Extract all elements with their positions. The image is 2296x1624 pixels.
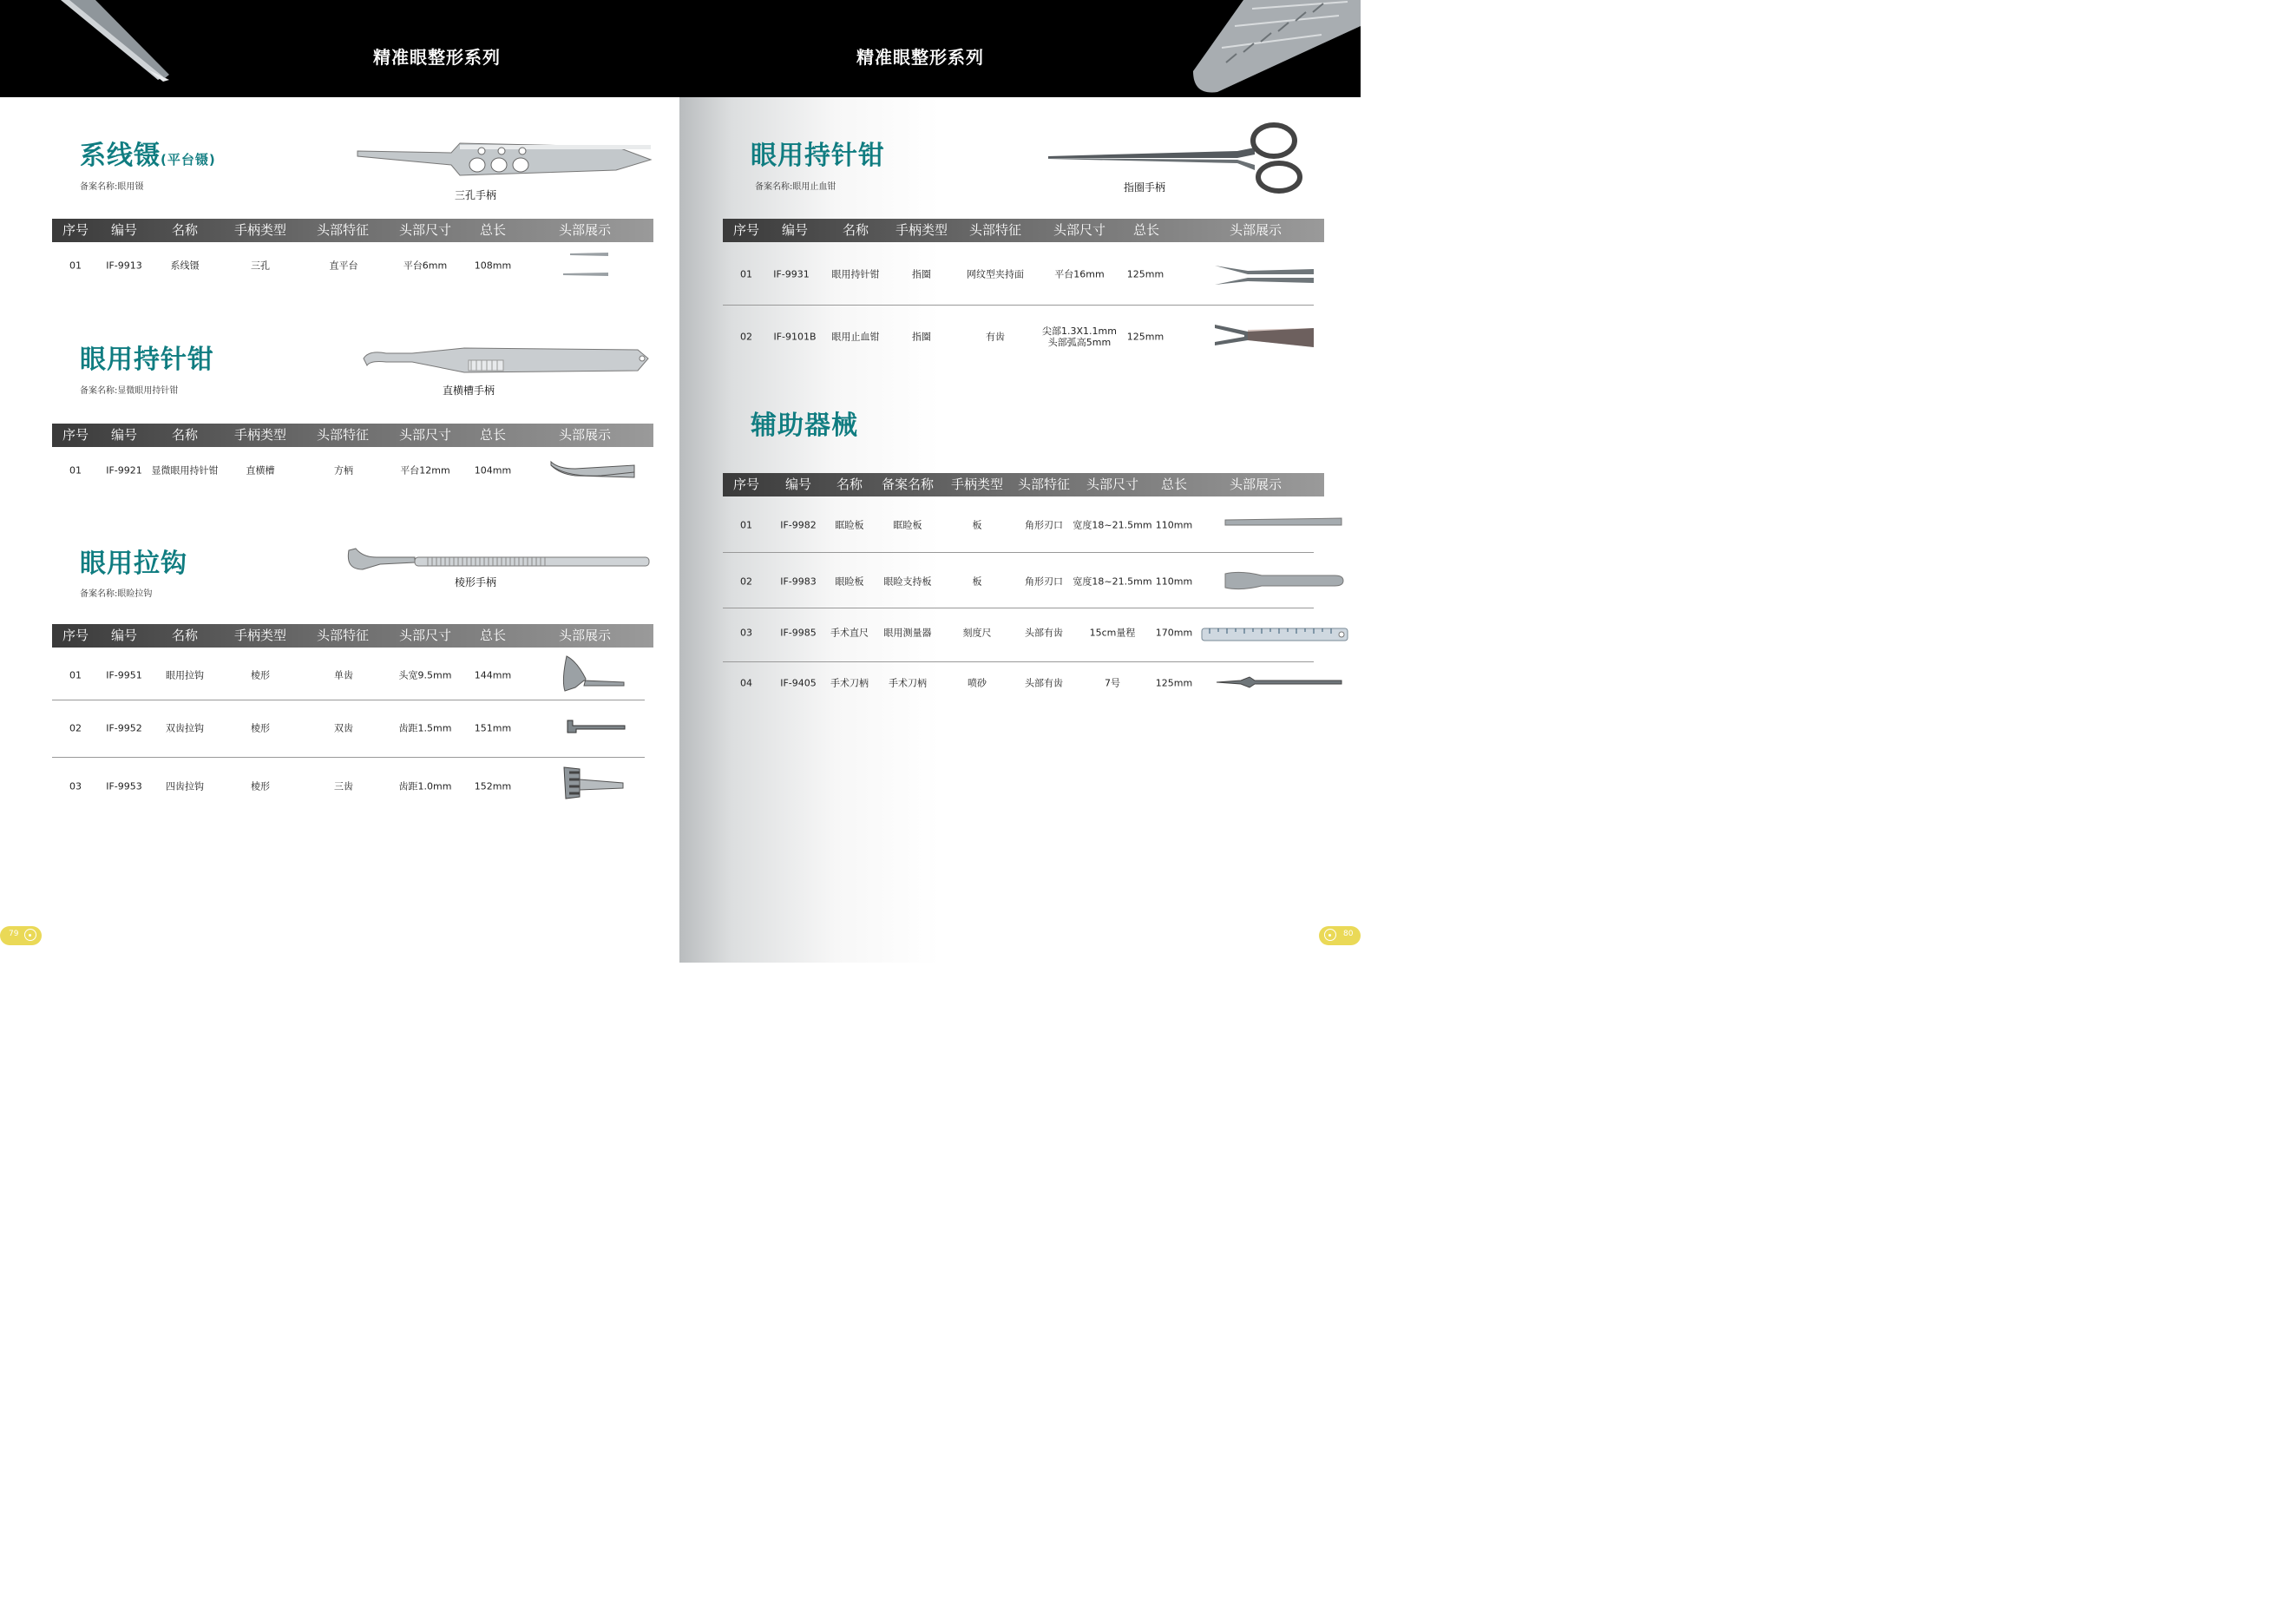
cell-head-size: 齿距1.5mm	[398, 722, 452, 734]
header-cell: 序号	[62, 628, 89, 643]
cell-code: IF-9985	[780, 627, 817, 639]
cell-code: IF-9951	[106, 669, 142, 681]
cell-handle: 棱形	[251, 669, 270, 681]
cell-length: 152mm	[474, 780, 512, 792]
header-cell: 头部尺寸	[1086, 477, 1139, 492]
cell-length: 110mm	[1155, 575, 1193, 588]
registration-name: 备案名称:眼用镊	[80, 182, 144, 192]
header-cell: 总长	[479, 628, 507, 643]
logo-dot-icon	[29, 934, 31, 937]
cell-head-size: 15cm量程	[1089, 627, 1136, 639]
cell-head-size: 齿距1.0mm	[398, 780, 452, 792]
section-title: 辅助器械	[751, 411, 858, 441]
cell-head-feature: 头部有齿	[1025, 677, 1063, 689]
cell-index: 01	[740, 268, 752, 280]
header-cell: 序号	[732, 477, 760, 492]
head-image	[564, 717, 626, 738]
handle-caption: 三孔手柄	[455, 189, 497, 201]
header-cell: 头部展示	[1229, 222, 1282, 238]
header-cell: 手柄类型	[950, 477, 1004, 492]
head-image	[560, 250, 612, 281]
page-number: 79	[9, 930, 19, 938]
cell-index: 02	[740, 575, 752, 588]
cell-length: 110mm	[1155, 519, 1193, 531]
cell-index: 02	[69, 722, 82, 734]
page-number-badge	[0, 926, 42, 945]
right-page	[679, 0, 1361, 963]
header-cell: 编号	[110, 628, 138, 643]
banner-title: 精准眼整形系列	[856, 47, 984, 68]
cell-head-feature: 三齿	[334, 780, 353, 792]
cell-code: IF-9913	[106, 260, 142, 272]
header-cell: 头部特征	[316, 628, 370, 643]
table-header	[52, 624, 653, 648]
cell-length: 125mm	[1155, 677, 1193, 689]
cell-registration: 眶睑板	[893, 519, 922, 531]
header-cell: 名称	[171, 427, 199, 443]
cell-head-size: 宽度18~21.5mm	[1073, 519, 1152, 531]
head-image	[549, 457, 638, 484]
cell-index: 01	[69, 260, 82, 272]
table-header	[723, 473, 1324, 496]
header-cell: 头部特征	[316, 222, 370, 238]
cell-name: 手术直尺	[830, 627, 869, 639]
cell-handle: 刻度尺	[962, 627, 992, 639]
page-number: 80	[1343, 930, 1354, 938]
cell-handle: 板	[972, 519, 982, 531]
header-cell: 名称	[842, 222, 869, 238]
head-image	[562, 764, 625, 805]
cell-index: 01	[69, 669, 82, 681]
header-cell: 编号	[110, 427, 138, 443]
header-cell: 头部特征	[968, 222, 1022, 238]
cell-length: 151mm	[474, 722, 512, 734]
section-title-text: 系线镊	[80, 141, 161, 171]
cell-head-size: 头宽9.5mm	[398, 669, 452, 681]
header-cell: 头部展示	[558, 222, 612, 238]
head-image	[1201, 627, 1350, 644]
cell-index: 04	[740, 677, 752, 689]
cell-name: 双齿拉钩	[166, 722, 204, 734]
table-header	[52, 219, 653, 242]
cell-code: IF-9931	[773, 268, 810, 280]
cell-head-feature: 单齿	[334, 669, 353, 681]
cell-length: 125mm	[1126, 331, 1164, 343]
cell-head-size: 尖部1.3X1.1mm 头部弧高5mm	[1042, 325, 1117, 348]
header-cell: 头部尺寸	[1053, 222, 1106, 238]
cell-code: IF-9983	[780, 575, 817, 588]
row-divider	[723, 305, 1314, 306]
cell-length: 170mm	[1155, 627, 1193, 639]
cell-name: 眼用止血钳	[831, 331, 880, 343]
section-subtitle: (平台镊)	[161, 152, 216, 168]
cell-name: 手术刀柄	[830, 677, 869, 689]
header-cell: 手柄类型	[895, 222, 948, 238]
cell-head-size: 平台16mm	[1054, 268, 1105, 280]
header-cell: 头部展示	[1229, 477, 1282, 492]
section-title: 眼用拉钩	[80, 549, 187, 579]
header-cell: 编号	[784, 477, 812, 492]
cell-name: 眼用持针钳	[831, 268, 880, 280]
cell-name: 显微眼用持针钳	[151, 464, 219, 477]
cell-head-feature: 双齿	[334, 722, 353, 734]
three-hole-forceps-image	[356, 139, 655, 182]
registration-name: 备案名称:眼用止血钳	[755, 182, 836, 192]
cell-name: 四齿拉钩	[166, 780, 204, 792]
header-cell: 编号	[110, 222, 138, 238]
cell-head-feature: 有齿	[986, 331, 1005, 343]
ruler-banner-image	[1191, 0, 1361, 94]
cell-index: 01	[740, 519, 752, 531]
header-cell: 头部特征	[1017, 477, 1071, 492]
header-cell: 序号	[62, 427, 89, 443]
cell-head-size: 宽度18~21.5mm	[1073, 575, 1152, 588]
cell-name: 系线镊	[170, 260, 200, 272]
registration-name: 备案名称:眼睑拉钩	[80, 589, 153, 599]
cell-name: 眼用拉钩	[166, 669, 204, 681]
cell-code: IF-9952	[106, 722, 142, 734]
cell-handle: 喷砂	[968, 677, 987, 689]
section-title: 眼用持针钳	[80, 345, 214, 375]
header-cell: 总长	[479, 222, 507, 238]
header-cell: 总长	[1132, 222, 1160, 238]
cell-handle: 指圈	[912, 268, 931, 280]
cell-head-feature: 角形刃口	[1025, 575, 1063, 588]
retractor-image	[345, 547, 653, 575]
header-cell: 手柄类型	[233, 628, 287, 643]
cell-code: IF-9982	[780, 519, 817, 531]
head-image	[1215, 675, 1343, 689]
header-cell: 头部特征	[316, 427, 370, 443]
header-cell: 头部展示	[558, 427, 612, 443]
cell-head-size: 平台12mm	[400, 464, 450, 477]
handle-caption: 直横槽手柄	[443, 385, 495, 397]
row-divider	[723, 661, 1314, 662]
cell-index: 02	[740, 331, 752, 343]
cell-index: 03	[69, 780, 82, 792]
left-page	[0, 0, 679, 963]
cell-handle: 棱形	[251, 722, 270, 734]
cell-registration: 手术刀柄	[889, 677, 927, 689]
cell-head-feature: 直平台	[329, 260, 358, 272]
cell-code: IF-9405	[780, 677, 817, 689]
cell-registration: 眼用测量器	[883, 627, 932, 639]
header-cell: 头部尺寸	[398, 427, 452, 443]
row-divider	[723, 552, 1314, 553]
head-image	[560, 654, 626, 694]
handle-caption: 棱形手柄	[455, 576, 497, 588]
head-image	[1223, 516, 1343, 529]
table-header	[52, 424, 653, 447]
top-banner	[0, 0, 679, 97]
head-image	[1213, 262, 1315, 288]
finger-ring-forceps-image	[1046, 122, 1320, 194]
handle-caption: 指圈手柄	[1124, 181, 1166, 194]
cell-handle: 板	[972, 575, 982, 588]
top-banner	[679, 0, 1361, 97]
header-cell: 编号	[781, 222, 809, 238]
cell-head-feature: 头部有齿	[1025, 627, 1063, 639]
cell-head-feature: 角形刃口	[1025, 519, 1063, 531]
cell-code: IF-9921	[106, 464, 142, 477]
header-cell: 总长	[1160, 477, 1188, 492]
cell-handle: 棱形	[251, 780, 270, 792]
header-cell: 头部展示	[558, 628, 612, 643]
header-cell: 名称	[836, 477, 863, 492]
cell-name: 眼睑板	[835, 575, 864, 588]
row-divider	[52, 757, 645, 758]
table-header	[723, 219, 1324, 242]
header-cell: 总长	[479, 427, 507, 443]
cell-code: IF-9953	[106, 780, 142, 792]
section-title	[80, 134, 216, 172]
cell-handle: 直横槽	[246, 464, 275, 477]
header-cell: 手柄类型	[233, 222, 287, 238]
cell-code: IF-9101B	[773, 331, 817, 343]
header-cell: 手柄类型	[233, 427, 287, 443]
logo-dot-icon	[1328, 934, 1331, 937]
cell-registration: 眼睑支持板	[883, 575, 932, 588]
cell-head-feature: 网纹型夹持面	[967, 268, 1024, 280]
cell-head-size: 平台6mm	[403, 260, 448, 272]
cell-index: 01	[69, 464, 82, 477]
header-cell: 头部尺寸	[398, 222, 452, 238]
head-image	[1213, 321, 1315, 351]
cell-handle: 指圈	[912, 331, 931, 343]
cell-handle: 三孔	[251, 260, 270, 272]
header-cell: 序号	[62, 222, 89, 238]
page-number-badge	[1319, 926, 1361, 945]
header-cell: 备案名称	[881, 477, 935, 492]
head-image	[1223, 569, 1345, 591]
cell-index: 03	[740, 627, 752, 639]
cell-head-size: 7号	[1105, 677, 1120, 689]
header-cell: 序号	[732, 222, 760, 238]
header-cell: 头部尺寸	[398, 628, 452, 643]
banner-title: 精准眼整形系列	[373, 47, 501, 68]
section-title: 眼用持针钳	[751, 141, 885, 171]
cell-length: 144mm	[474, 669, 512, 681]
cell-name: 眶睑板	[835, 519, 864, 531]
cell-length: 125mm	[1126, 268, 1164, 280]
cell-length: 104mm	[474, 464, 512, 477]
needle-holder-image	[360, 343, 655, 382]
header-cell: 名称	[171, 222, 199, 238]
registration-name: 备案名称:显微眼用持针钳	[80, 386, 179, 396]
tweezers-banner-image	[61, 0, 174, 87]
cell-head-feature: 方柄	[334, 464, 353, 477]
cell-length: 108mm	[474, 260, 512, 272]
header-cell: 名称	[171, 628, 199, 643]
